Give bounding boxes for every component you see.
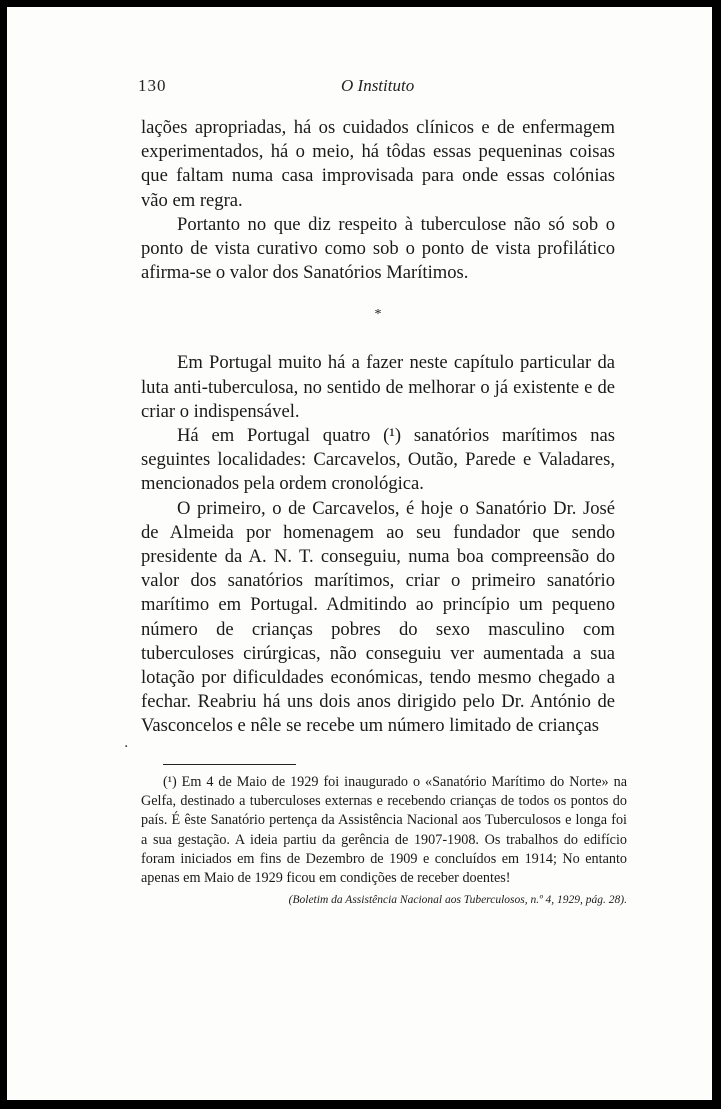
footnote-rule [163,764,296,765]
section-separator: * [374,307,382,323]
running-title: O Instituto [341,76,415,95]
main-text [141,116,615,739]
page-header [138,76,618,102]
paragraph-1: lações apropriadas, há os cuidados clínicos e de enfermagem experimentados, há o meio, há tôdas essas pequeninas coisas que faltam numa casa improvisada para onde essas colónias vão em regra. [141,117,615,211]
paragraph-4: Há em Portugal quatro (¹) sanatórios marítimos nas seguintes localidades: Carcavelos, Outão, Parede e Valadares, mencionados pela ordem cronológica. [141,425,615,495]
footnote-source: (Boletim da Assistência Nacional aos Tuberculosos, n.º 4, 1929, pág. 28). [288,894,627,907]
paragraph-2: Portanto no que diz respeito à tuberculose não só sob o ponto de vista curativo como sob o ponto de vista profilático afirma-se o valor dos Sanatórios Marítimos. [141,213,615,284]
paragraph-3: Em Portugal muito há a fazer neste capítulo particular da luta anti-tuberculosa, no sentido de melhorar o já existente e de criar o indispensável. [141,352,615,422]
footnote [141,773,627,910]
page-number: 130 [138,76,167,95]
margin-mark: . [124,735,129,751]
paragraph-5: O primeiro, o de Carcavelos, é hoje o Sanatório Dr. José de Almeida por homenagem ao seu fundador que sendo presidente da A. N. T. conseguiu, numa boa compreensão do valor dos sanatórios marítimos, criar o primeiro sanatório marítimo em Portugal. Admitindo ao princípio um pequeno número de crianças pobres do sexo masculino com tuberculoses cirúrgicas, não conseguiu ver aumentada a sua lotação por dificuldades económicas, tendo mesmo chegado a fechar. Reabriu há uns dois anos dirigido pelo Dr. António de Vasconcelos e nêle se recebe um número limitado de crianças [141,497,615,737]
footnote-text: (¹) Em 4 de Maio de 1929 foi inaugurado o «Sanatório Marítimo do Norte» na Gelfa, destinado a tuberculoses externas e recebendo crianças de todos os pontos do país. É êste Sanatório pertença da Assistência Nacional aos Tuberculosos e longa foi a sua gestação. A ideia partiu da gerência de 1907-1908. Os trabalhos do edifício foram iniciados em fins de Dezembro de 1909 e concluídos em 1914; No entanto apenas em Maio de 1929 ficou em condições de receber doentes! [141,774,627,887]
